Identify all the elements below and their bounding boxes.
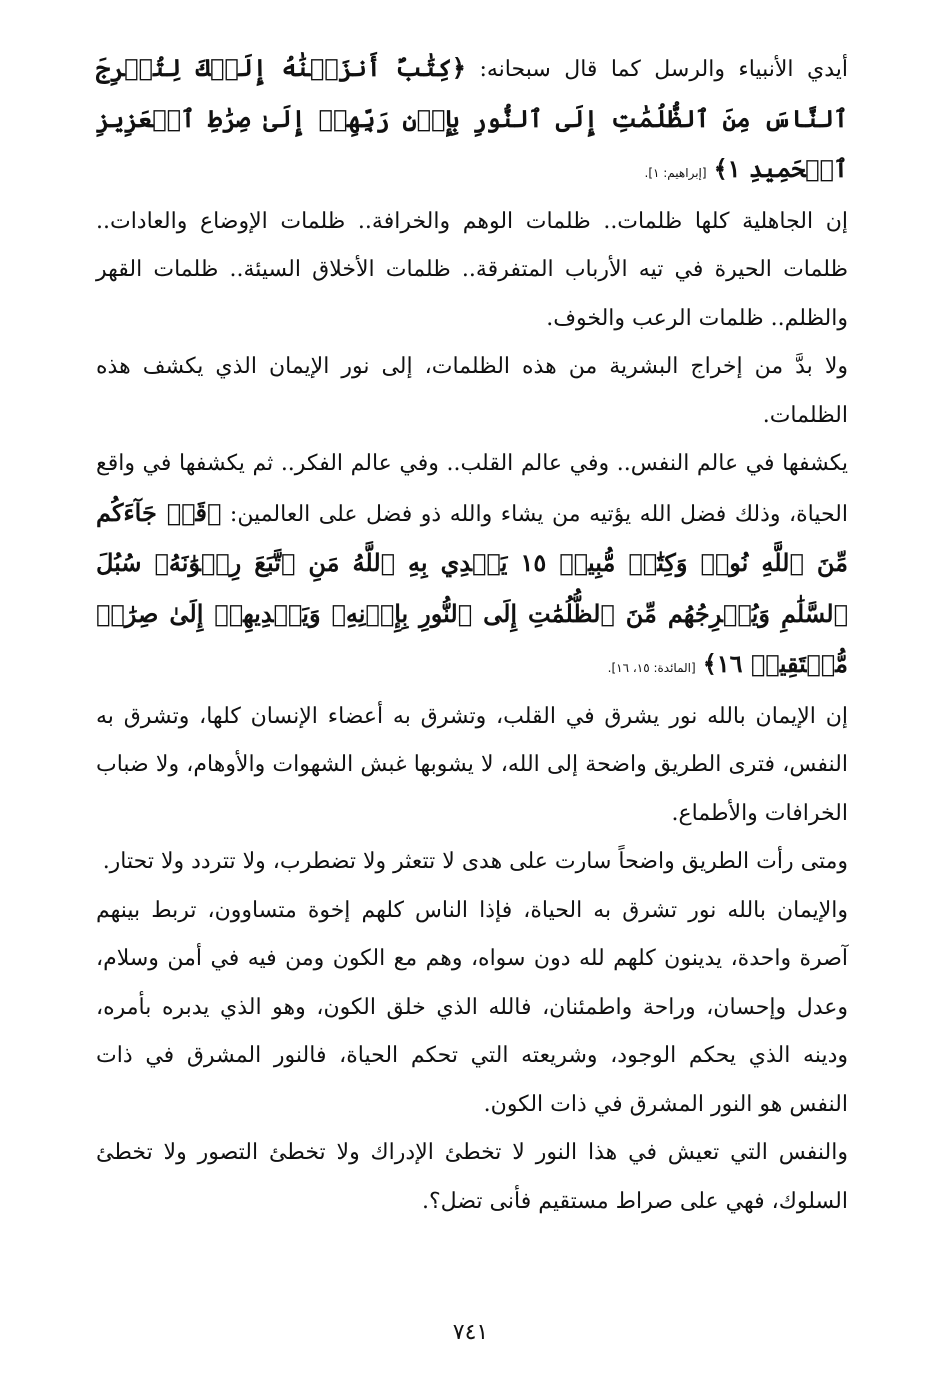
text-segment: ولا بدَّ من إخراج البشرية من هذه الظلمات، إلى نور الإيمان الذي يكشف هذه الظلمات.	[96, 354, 848, 428]
text-segment: إن الجاهلية كلها ظلمات.. ظلمات الوهم والخرافة.. ظلمات الإوضاع والعادات.. ظلمات الحيرة في تيه الأرباب المتفرقة.. ظلمات الأخلاق السيئة.. ظلمات القهر والظلم.. ظلمات الرعب والخوف.	[96, 208, 848, 331]
paragraph-4	[96, 440, 848, 693]
text-segment: والإيمان بالله نور تشرق به الحياة، فإذا الناس كلهم إخوة متساوون، تربط بينهم آصرة واحدة، يدينون كلهم لله دون سواه، وهم مع الكون ومن فيه في أمن وسلام، وعدل وإحسان، وراحة واطمئنان، فالله الذي خلق الكون، وهو الذي يدبره بأمره، ودينه الذي يحكم الوجود، وشريعته التي تحكم الحياة، فالنور المشرق في ذات النفس هو النور المشرق في ذات الكون.	[96, 897, 848, 1117]
paragraph-5	[96, 693, 848, 839]
text-segment: إن الإيمان بالله نور يشرق في القلب، وتشرق به أعضاء الإنسان كلها، وتشرق به النفس، فترى الطريق واضحة إلى الله، لا يشوبها غبش الشهوات والأوهام، ولا ضباب الخرافات والأطماع.	[96, 703, 848, 826]
page-number: ٧٤١	[452, 1320, 489, 1345]
paragraph-1	[96, 44, 848, 198]
page-body	[96, 44, 848, 1226]
quran-verse: ﴿كِتَٰبٌ أَنزَلۡنَٰهُ إِلَيۡكَ لِتُخۡرِجَ ٱلنَّاسَ مِنَ ٱلظُّلُمَٰتِ إِلَى ٱلنُّورِ بِإِذۡنِ رَبِّهِمۡ إِلَىٰ صِرَٰطِ ٱلۡعَزِيزِ ٱلۡحَمِيدِ ١﴾	[96, 53, 848, 183]
paragraph-6	[96, 838, 848, 887]
text-segment: يكشفها في عالم النفس.. وفي عالم القلب.. وفي عالم الفكر.. ثم يكشفها في واقع الحياة، وذلك فضل الله يؤتيه من يشاء والله ذو فضل على العالمين:	[96, 451, 849, 527]
quran-verse: ﴿قَدۡ جَآءَكُم مِّنَ ٱللَّهِ نُورٞ وَكِتَٰبٞ مُّبِينٞ ١٥ يَهۡدِي بِهِ ٱللَّهُ مَنِ ٱتَّبَعَ رِضۡوَٰنَهُۥ سُبُلَ ٱلسَّلَٰمِ وَيُخۡرِجُهُم مِّنَ ٱلظُّلُمَٰتِ إِلَى ٱلنُّورِ بِإِذۡنِهِۦ وَيَهۡدِيهِمۡ إِلَىٰ صِرَٰطٖ مُّسۡتَقِيمٖ ١٦﴾	[96, 497, 848, 678]
paragraph-8	[96, 1129, 848, 1226]
verse-reference: [إبراهيم: ١].	[644, 166, 707, 180]
verse-reference: [المائدة: ١٥، ١٦].	[607, 661, 696, 675]
paragraph-7	[96, 887, 848, 1130]
paragraph-3	[96, 343, 848, 440]
text-segment: والنفس التي تعيش في هذا النور لا تخطئ الإدراك ولا تخطئ التصور ولا تخطئ السلوك، فهي على صراط مستقيم فأنى تضل؟.	[96, 1140, 848, 1214]
paragraph-2	[96, 198, 848, 344]
text-segment: ومتى رأت الطريق واضحاً سارت على هدى لا تتعثر ولا تضطرب، ولا تتردد ولا تحتار.	[102, 849, 848, 874]
text-segment: أيدي الأنبياء والرسل كما قال سبحانه:	[465, 57, 848, 82]
